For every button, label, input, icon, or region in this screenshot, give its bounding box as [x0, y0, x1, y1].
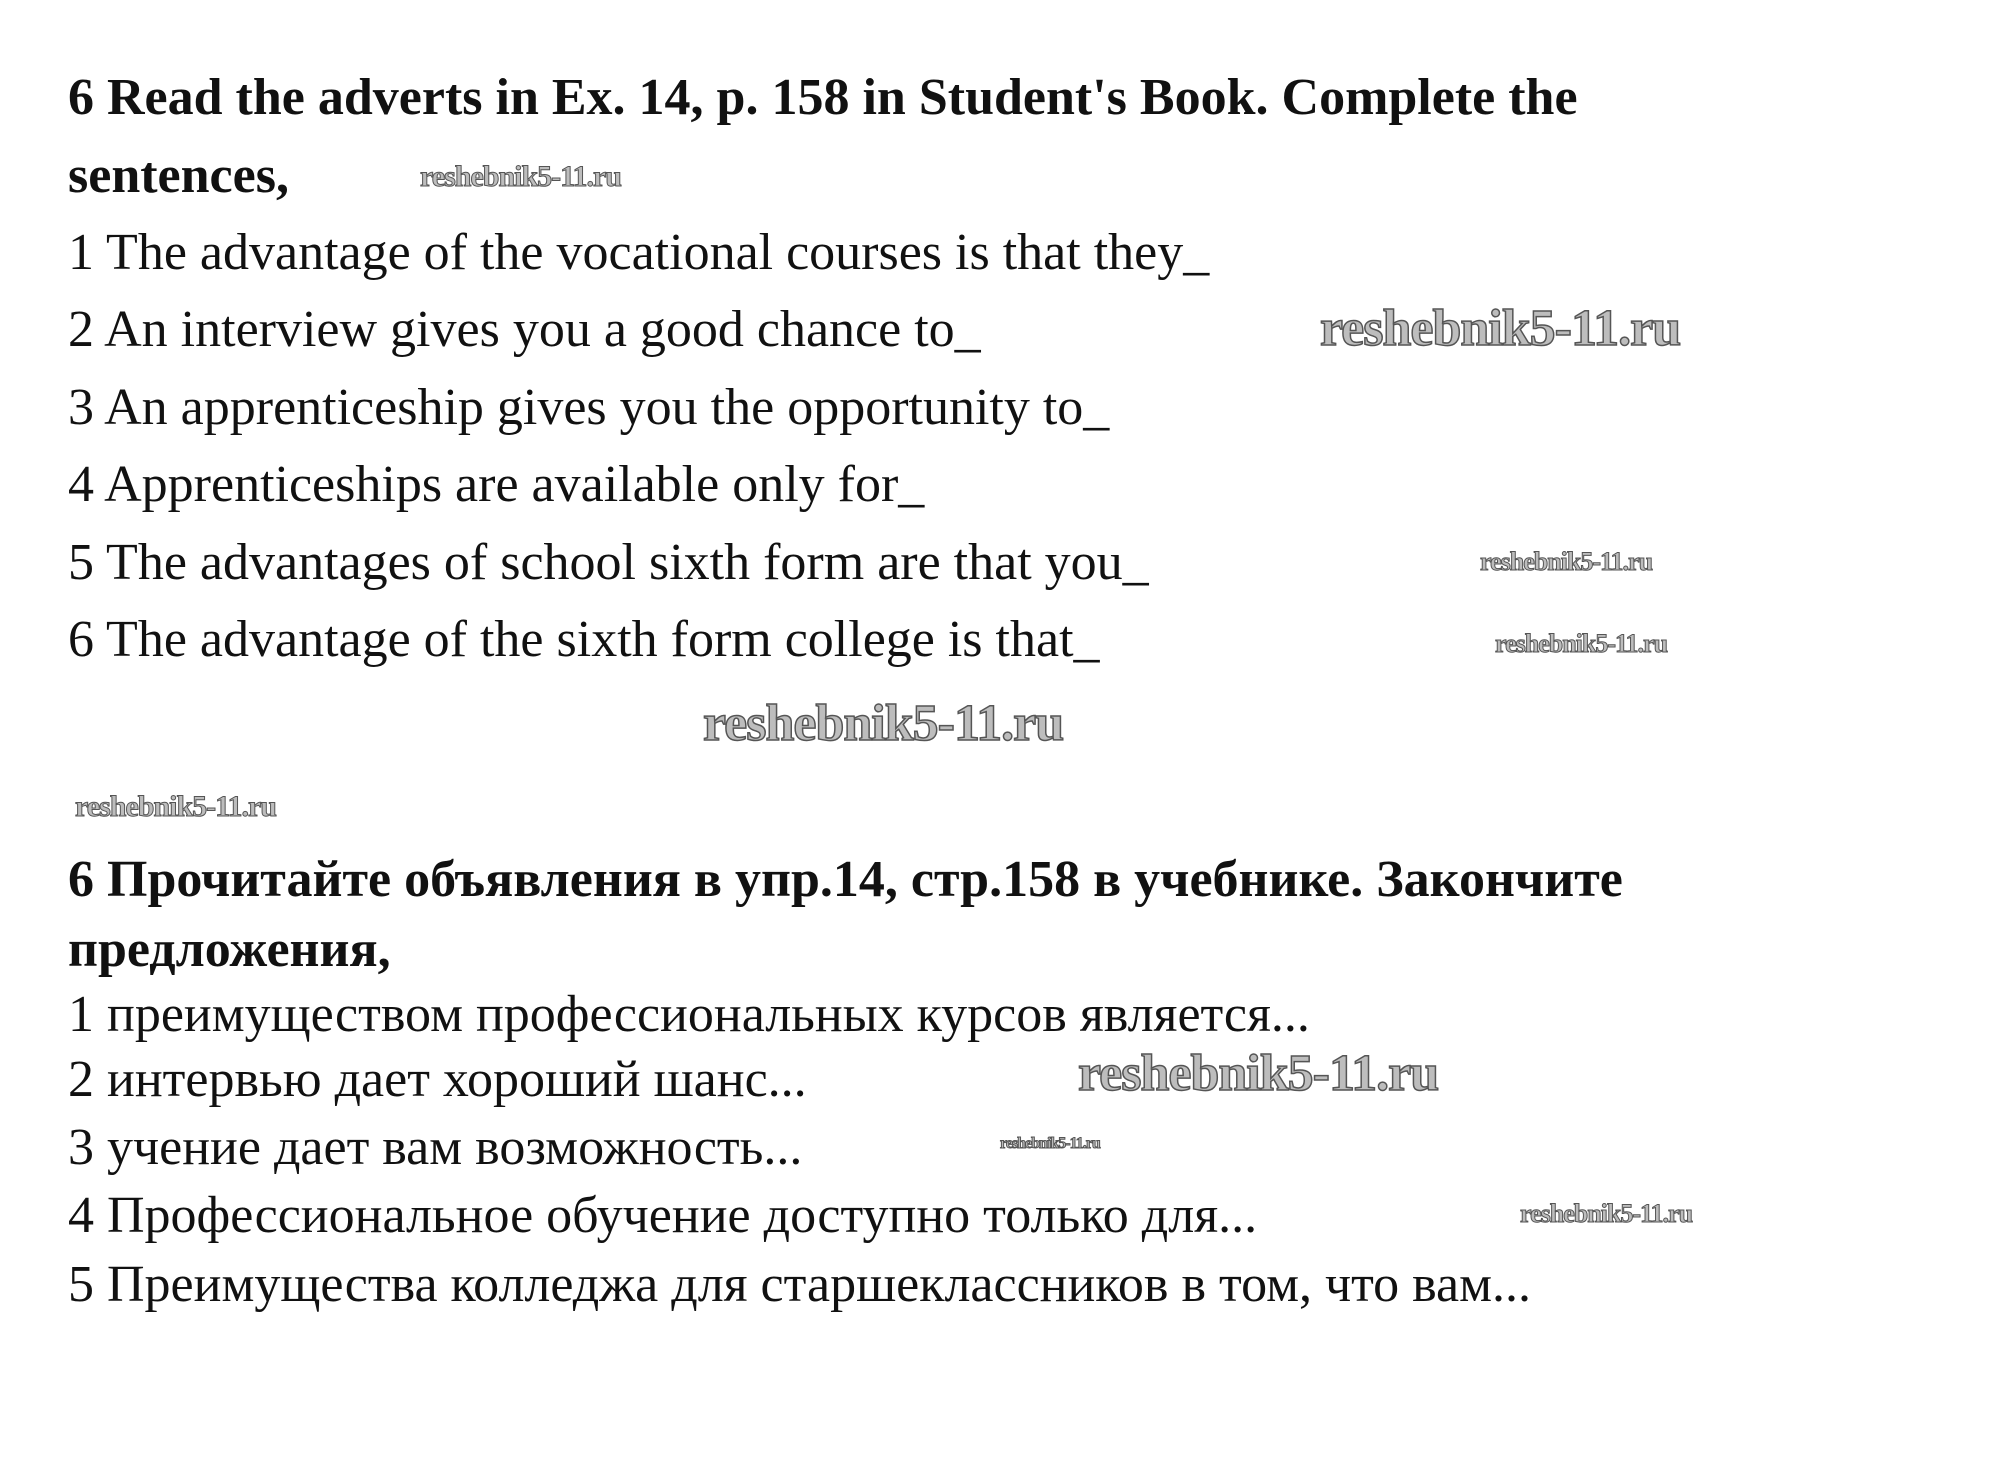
english-item-5: 5 The advantages of school sixth form are that you_ [68, 534, 1149, 591]
russian-item-5: 5 Преимущества колледжа для старшеклассников в том, что вам... [68, 1256, 1532, 1313]
russian-title-line1: 6 Прочитайте объявления в упр.14, стр.158 в учебнике. Закончите [68, 851, 1623, 908]
english-title-line2: sentences, [68, 147, 289, 204]
english-item-3: 3 An apprenticeship gives you the opportunity to_ [68, 379, 1110, 436]
watermark: reshebnik5-11.ru [75, 790, 276, 823]
russian-title-line2: предложения, [68, 921, 391, 978]
english-title-line1: 6 Read the adverts in Ex. 14, p. 158 in Student's Book. Complete the [68, 69, 1578, 126]
watermark: reshebnik5-11.ru [1320, 300, 1681, 357]
russian-item-4: 4 Профессиональное обучение доступно только для... [68, 1187, 1258, 1244]
english-item-4: 4 Apprenticeships are available only for_ [68, 456, 925, 513]
watermark: reshebnik5-11.ru [1520, 1199, 1693, 1228]
watermark: reshebnik5-11.ru [1495, 629, 1668, 658]
english-item-6: 6 The advantage of the sixth form college is that_ [68, 611, 1100, 668]
watermark: reshebnik5-11.ru [1000, 1135, 1100, 1152]
russian-item-1: 1 преимуществом профессиональных курсов является... [68, 986, 1310, 1043]
watermark: reshebnik5-11.ru [420, 160, 621, 193]
watermark: reshebnik5-11.ru [1078, 1045, 1439, 1102]
english-item-2: 2 An interview gives you a good chance to_ [68, 301, 981, 358]
russian-item-3: 3 учение дает вам возможность... [68, 1119, 803, 1176]
english-item-1: 1 The advantage of the vocational courses is that they_ [68, 224, 1210, 281]
russian-item-2: 2 интервью дает хороший шанс... [68, 1051, 807, 1108]
watermark: reshebnik5-11.ru [1480, 547, 1653, 576]
watermark: reshebnik5-11.ru [703, 695, 1064, 752]
